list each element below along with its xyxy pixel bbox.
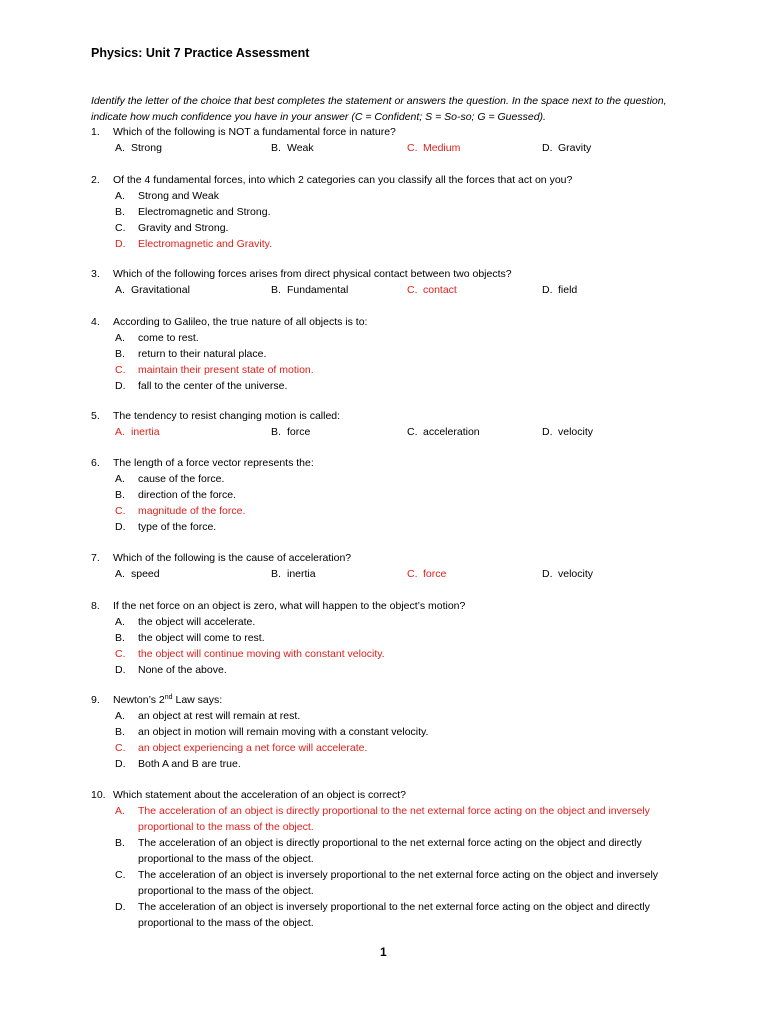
- option-b: B. return to their natural place.: [115, 348, 267, 360]
- option-b: B. direction of the force.: [115, 489, 237, 501]
- option-d: D. velocity: [542, 426, 594, 438]
- question-7: [91, 550, 691, 582]
- question-number: 10.: [91, 789, 106, 801]
- option-c: C. Gravity and Strong.: [115, 222, 229, 234]
- option-b: B. the object will come to rest.: [115, 632, 265, 644]
- question-text: The length of a force vector represents the:: [113, 457, 314, 469]
- question-2: [91, 172, 691, 252]
- question-number: 4.: [91, 316, 100, 328]
- question-text: If the net force on an object is zero, what will happen to the object’s motion?: [113, 600, 466, 612]
- option-c: C. acceleration: [407, 426, 480, 438]
- option-d: D. velocity: [542, 568, 594, 580]
- question-text: The tendency to resist changing motion is called:: [113, 410, 341, 422]
- option-b: B. Fundamental: [271, 284, 349, 296]
- option-d-correct: D. Electromagnetic and Gravity.: [115, 238, 273, 250]
- question-number: 8.: [91, 600, 100, 612]
- option-c-correct: C. an object experiencing a net force will accelerate.: [115, 742, 368, 754]
- option-d: D. The acceleration of an object is inversely proportional to the net external force acting on the object and directly proportional to the mass of the object.: [115, 901, 650, 929]
- option-d: D. field: [542, 284, 578, 296]
- option-c-correct: C. magnitude of the force.: [115, 505, 246, 517]
- question-8: [91, 598, 691, 678]
- question-number: 3.: [91, 268, 100, 280]
- option-c: C. The acceleration of an object is inversely proportional to the net external force acting on the object and inversely proportional to the mass of the object.: [115, 869, 659, 897]
- question-text: According to Galileo, the true nature of all objects is to:: [113, 316, 368, 328]
- question-4: [91, 314, 691, 394]
- option-c-correct: C. force: [407, 568, 447, 580]
- question-number: 2.: [91, 174, 100, 186]
- option-b: B. inertia: [271, 568, 316, 580]
- question-text: Which of the following is NOT a fundamental force in nature?: [113, 126, 396, 138]
- question-number: 9.: [91, 694, 100, 706]
- option-b: B. Weak: [271, 142, 314, 154]
- page-number: 1: [380, 945, 387, 959]
- option-b: B. an object in motion will remain moving with a constant velocity.: [115, 726, 429, 738]
- question-text: Which of the following forces arises from direct physical contact between two objects?: [113, 268, 512, 280]
- option-a: A. come to rest.: [115, 332, 199, 344]
- question-text: Newton’s 2nd Law says:: [113, 694, 223, 706]
- question-number: 1.: [91, 126, 100, 138]
- option-c-correct: C. Medium: [407, 142, 461, 154]
- option-a: A. cause of the force.: [115, 473, 225, 485]
- question-number: 5.: [91, 410, 100, 422]
- option-b: B. The acceleration of an object is directly proportional to the net external force acting on the object and directly proportional to the mass of the object.: [115, 837, 642, 865]
- question-text: Of the 4 fundamental forces, into which 2 categories can you classify all the forces that act on you?: [113, 174, 573, 186]
- option-d: D. type of the force.: [115, 521, 217, 533]
- question-3: [91, 266, 691, 298]
- option-b: B. Electromagnetic and Strong.: [115, 206, 271, 218]
- instructions: Identify the letter of the choice that best completes the statement or answers the question. In the space next to the question, indicate how much confidence you have in your answer (C = Confident; S = So-so; G = Guessed).: [91, 95, 667, 123]
- question-5: [91, 408, 691, 440]
- option-a: A. speed: [115, 568, 160, 580]
- option-a: A. Strong: [115, 142, 162, 154]
- question-text: Which statement about the acceleration of an object is correct?: [113, 789, 406, 801]
- option-a-correct: A. inertia: [115, 426, 160, 438]
- option-d: D. fall to the center of the universe.: [115, 380, 288, 392]
- option-d: D. Both A and B are true.: [115, 758, 241, 770]
- option-b: B. force: [271, 426, 311, 438]
- question-number: 7.: [91, 552, 100, 564]
- question-text: Which of the following is the cause of acceleration?: [113, 552, 352, 564]
- question-10: [91, 787, 691, 931]
- question-9: [91, 692, 691, 772]
- question-number: 6.: [91, 457, 100, 469]
- page-title: Physics: Unit 7 Practice Assessment: [91, 46, 310, 60]
- option-c-correct: C. the object will continue moving with constant velocity.: [115, 648, 385, 660]
- option-a: A. an object at rest will remain at rest.: [115, 710, 301, 722]
- option-d: D. Gravity: [542, 142, 592, 154]
- option-a-correct: A. The acceleration of an object is directly proportional to the net external force acting on the object and inversely proportional to the mass of the object.: [115, 805, 650, 833]
- option-c-correct: C. maintain their present state of motion.: [115, 364, 314, 376]
- question-1: [91, 124, 691, 156]
- option-a: A. Gravitational: [115, 284, 190, 296]
- option-c-correct: C. contact: [407, 284, 457, 296]
- question-6: [91, 455, 691, 535]
- option-d: D. None of the above.: [115, 664, 227, 676]
- option-a: A. Strong and Weak: [115, 190, 219, 202]
- option-a: A. the object will accelerate.: [115, 616, 256, 628]
